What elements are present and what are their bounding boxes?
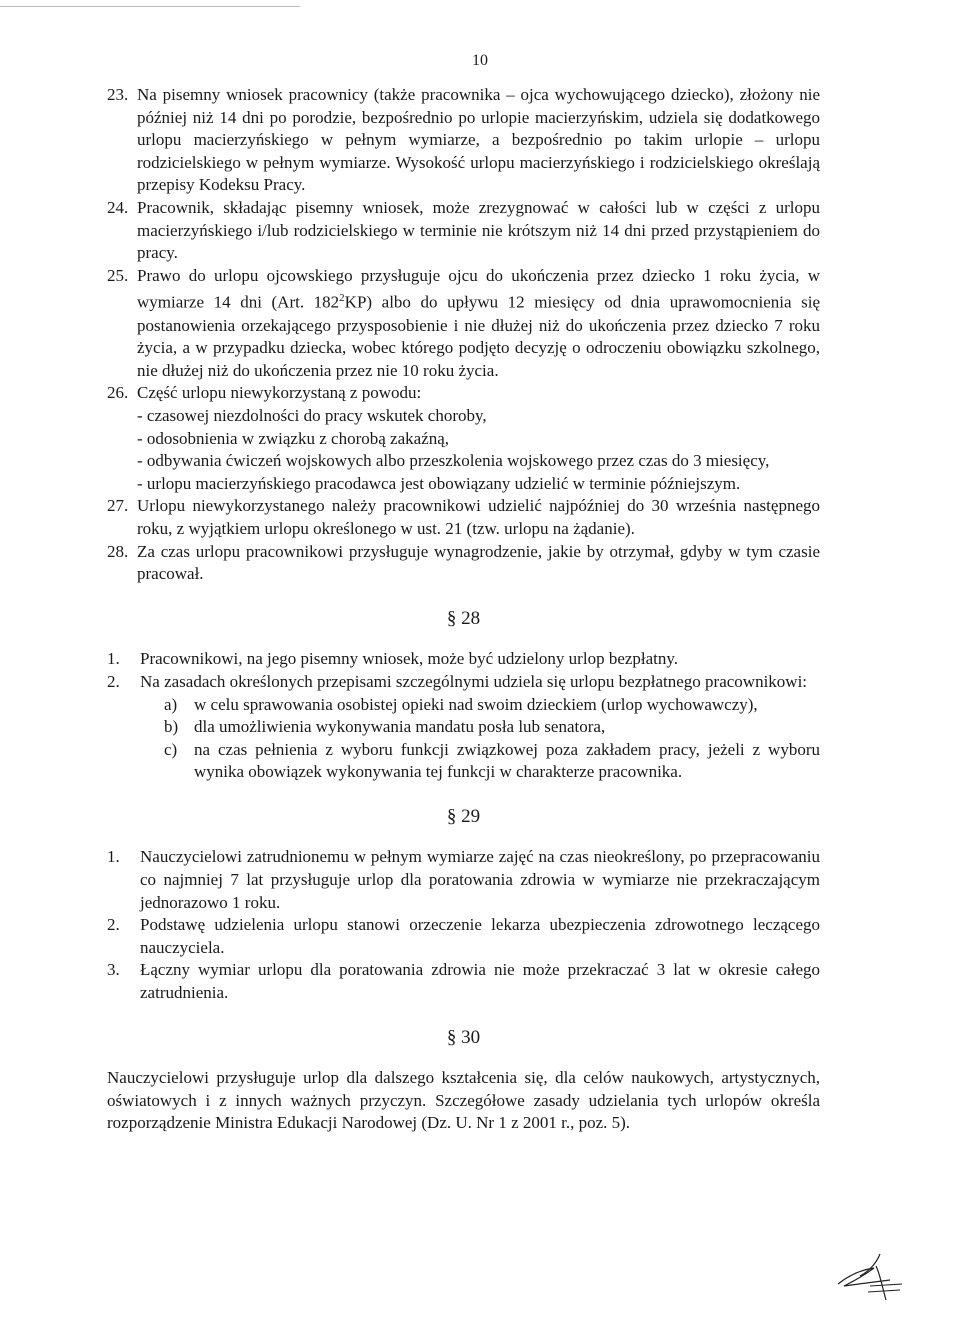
sub-item-text: na czas pełnienia z wyboru funkcji związkowej poza zakładem pracy, jeżeli z wyboru wynika obowiązek wykonywania tej funkcji w charakterze pracownika. [194,739,820,782]
item-text: Na pisemny wniosek pracownicy (także pracownika – ojca wychowującego dziecko), złożony nie później niż 14 dni po porodzie, bezpośrednio po urlopie macierzyńskim, udziela się dodatkowego urlopu macierzyńskiego w pełnym wymiarze, a bezpośrednio po takim urlopie – urlopu rodzicielskiego w pełnym wymiarze. Wysokość urlopu macierzyńskiego i rodzicielskiego określają przepisy Kodeksu Pracy. [137,85,820,195]
list-item [107,959,820,1004]
item-text: Nauczycielowi zatrudnionemu w pełnym wymiarze zajęć na czas nieokreślony, po przepracowaniu co najmniej 7 lat przysługuje urlop dla poratowania zdrowia w wymiarze nie przekraczającym jednorazowo 1 roku. [140,847,820,912]
list-item-26 [107,382,820,495]
section-30-paragraph: Nauczycielowi przysługuje urlop dla dalszego kształcenia się, dla celów naukowych, artystycznych, oświatowych i z innych ważnych przyczyn. Szczegółowe zasady udzielania tych urlopów określa rozporządzenie Ministra Edukacji Narodowej (Dz. U. Nr 1 z 2001 r., poz. 5). [107,1068,820,1133]
sub-item-letter: b) [164,717,179,737]
list-item [107,648,820,671]
list-item [107,846,820,914]
top-edge-rule [0,6,300,7]
superscript: 2 [339,292,345,305]
item-text: Pracownikowi, na jego pisemny wniosek, może być udzielony urlop bezpłatny. [140,649,679,669]
list-item-23 [107,84,820,197]
item-number: 28. [107,541,129,561]
item-number: 26. [107,383,129,403]
item-text: Podstawę udzielenia urlopu stanowi orzeczenie lekarza ubezpieczenia zdrowotnego leczącego nauczyciela. [140,915,820,957]
section-heading-28: § 28 [446,607,481,629]
section-heading-30: § 30 [446,1026,481,1048]
item-text: Za czas urlopu pracownikowi przysługuje wynagrodzenie, jakie by otrzymał, gdyby w tym czasie pracował. [137,541,820,584]
sub-item-letter: a) [164,694,178,714]
item-number: 2. [107,915,120,935]
sub-item-a [164,694,820,717]
signature-image [830,1246,910,1306]
sub-item-c [164,739,820,784]
item-number: 3. [107,960,120,980]
item-text-part: Prawo do urlopu ojcowskiego przysługuje ojcu do ukończenia przez dziecko 1 roku życia, w wymiarze 14 dni (Art. 182 [137,265,820,312]
item-number: 1. [107,847,120,867]
item-text [137,382,820,495]
item-number: 2. [107,671,120,691]
list-item-28 [107,541,820,586]
item-text-part: KP) albo do upływu 12 miesięcy od dnia uprawomocnienia się postanowienia orzekającego przysposobienie i nie dłużej niż do ukończenia przez dziecko 7 roku życia, a w przypadku dziecka, wobec którego podjęto decyzję o odroczeniu obowiązku szkolnego, nie dłużej niż do ukończenia przez nie 10 roku życia. [137,293,820,380]
list-item-27 [107,495,820,540]
sub-item-b [164,716,820,739]
document-body [107,84,820,1135]
list-item [107,914,820,959]
item-number: 25. [107,265,129,285]
item-text [137,265,820,383]
item-intro: Część urlopu niewykorzystaną z powodu: [137,383,422,403]
list-item [107,671,820,694]
item-text: Na zasadach określonych przepisami szczególnymi udziela się urlopu bezpłatnego pracownikowi: [140,671,808,691]
item-number: 24. [107,197,129,217]
sub-item-text: dla umożliwienia wykonywania mandatu posła lub senatora, [194,717,606,737]
section-28-list [107,648,820,784]
dash-line: - odosobnienia w związku z chorobą zakaźną, [137,428,450,448]
sub-item-letter: c) [164,739,178,759]
dash-line: - czasowej niezdolności do pracy wskutek choroby, [137,405,487,425]
item-text: Łączny wymiar urlopu dla poratowania zdrowia nie może przekraczać 3 lat w okresie całego zatrudnienia. [140,960,820,1003]
dash-line: - urlopu macierzyńskiego pracodawca jest obowiązany udzielić w terminie późniejszym. [137,473,741,493]
list-item-24 [107,197,820,265]
dash-line: - odbywania ćwiczeń wojskowych albo przeszkolenia wojskowego przez czas do 3 miesięcy, [137,451,770,471]
item-number: 27. [107,496,129,516]
list-item-25 [107,265,820,383]
section-heading-29: § 29 [446,805,481,827]
item-text: Urlopu niewykorzystanego należy pracownikowi udzielić najpóźniej do 30 września następnego roku, z wyjątkiem urlopu określonego w ust. 21 (tzw. urlopu na żądanie). [137,496,820,538]
item-text: Pracownik, składając pisemny wniosek, może zrezygnować w całości lub w części z urlopu macierzyńskiego i/lub rodzicielskiego w terminie nie krótszym niż 14 dni przed przystąpieniem do pracy. [137,197,820,263]
page-number: 10 [472,52,488,69]
item-number: 23. [107,85,129,104]
sub-item-text: w celu sprawowania osobistej opieki nad swoim dzieckiem (urlop wychowawczy), [194,694,758,714]
section-29-list [107,846,820,1004]
item-number: 1. [107,649,120,669]
